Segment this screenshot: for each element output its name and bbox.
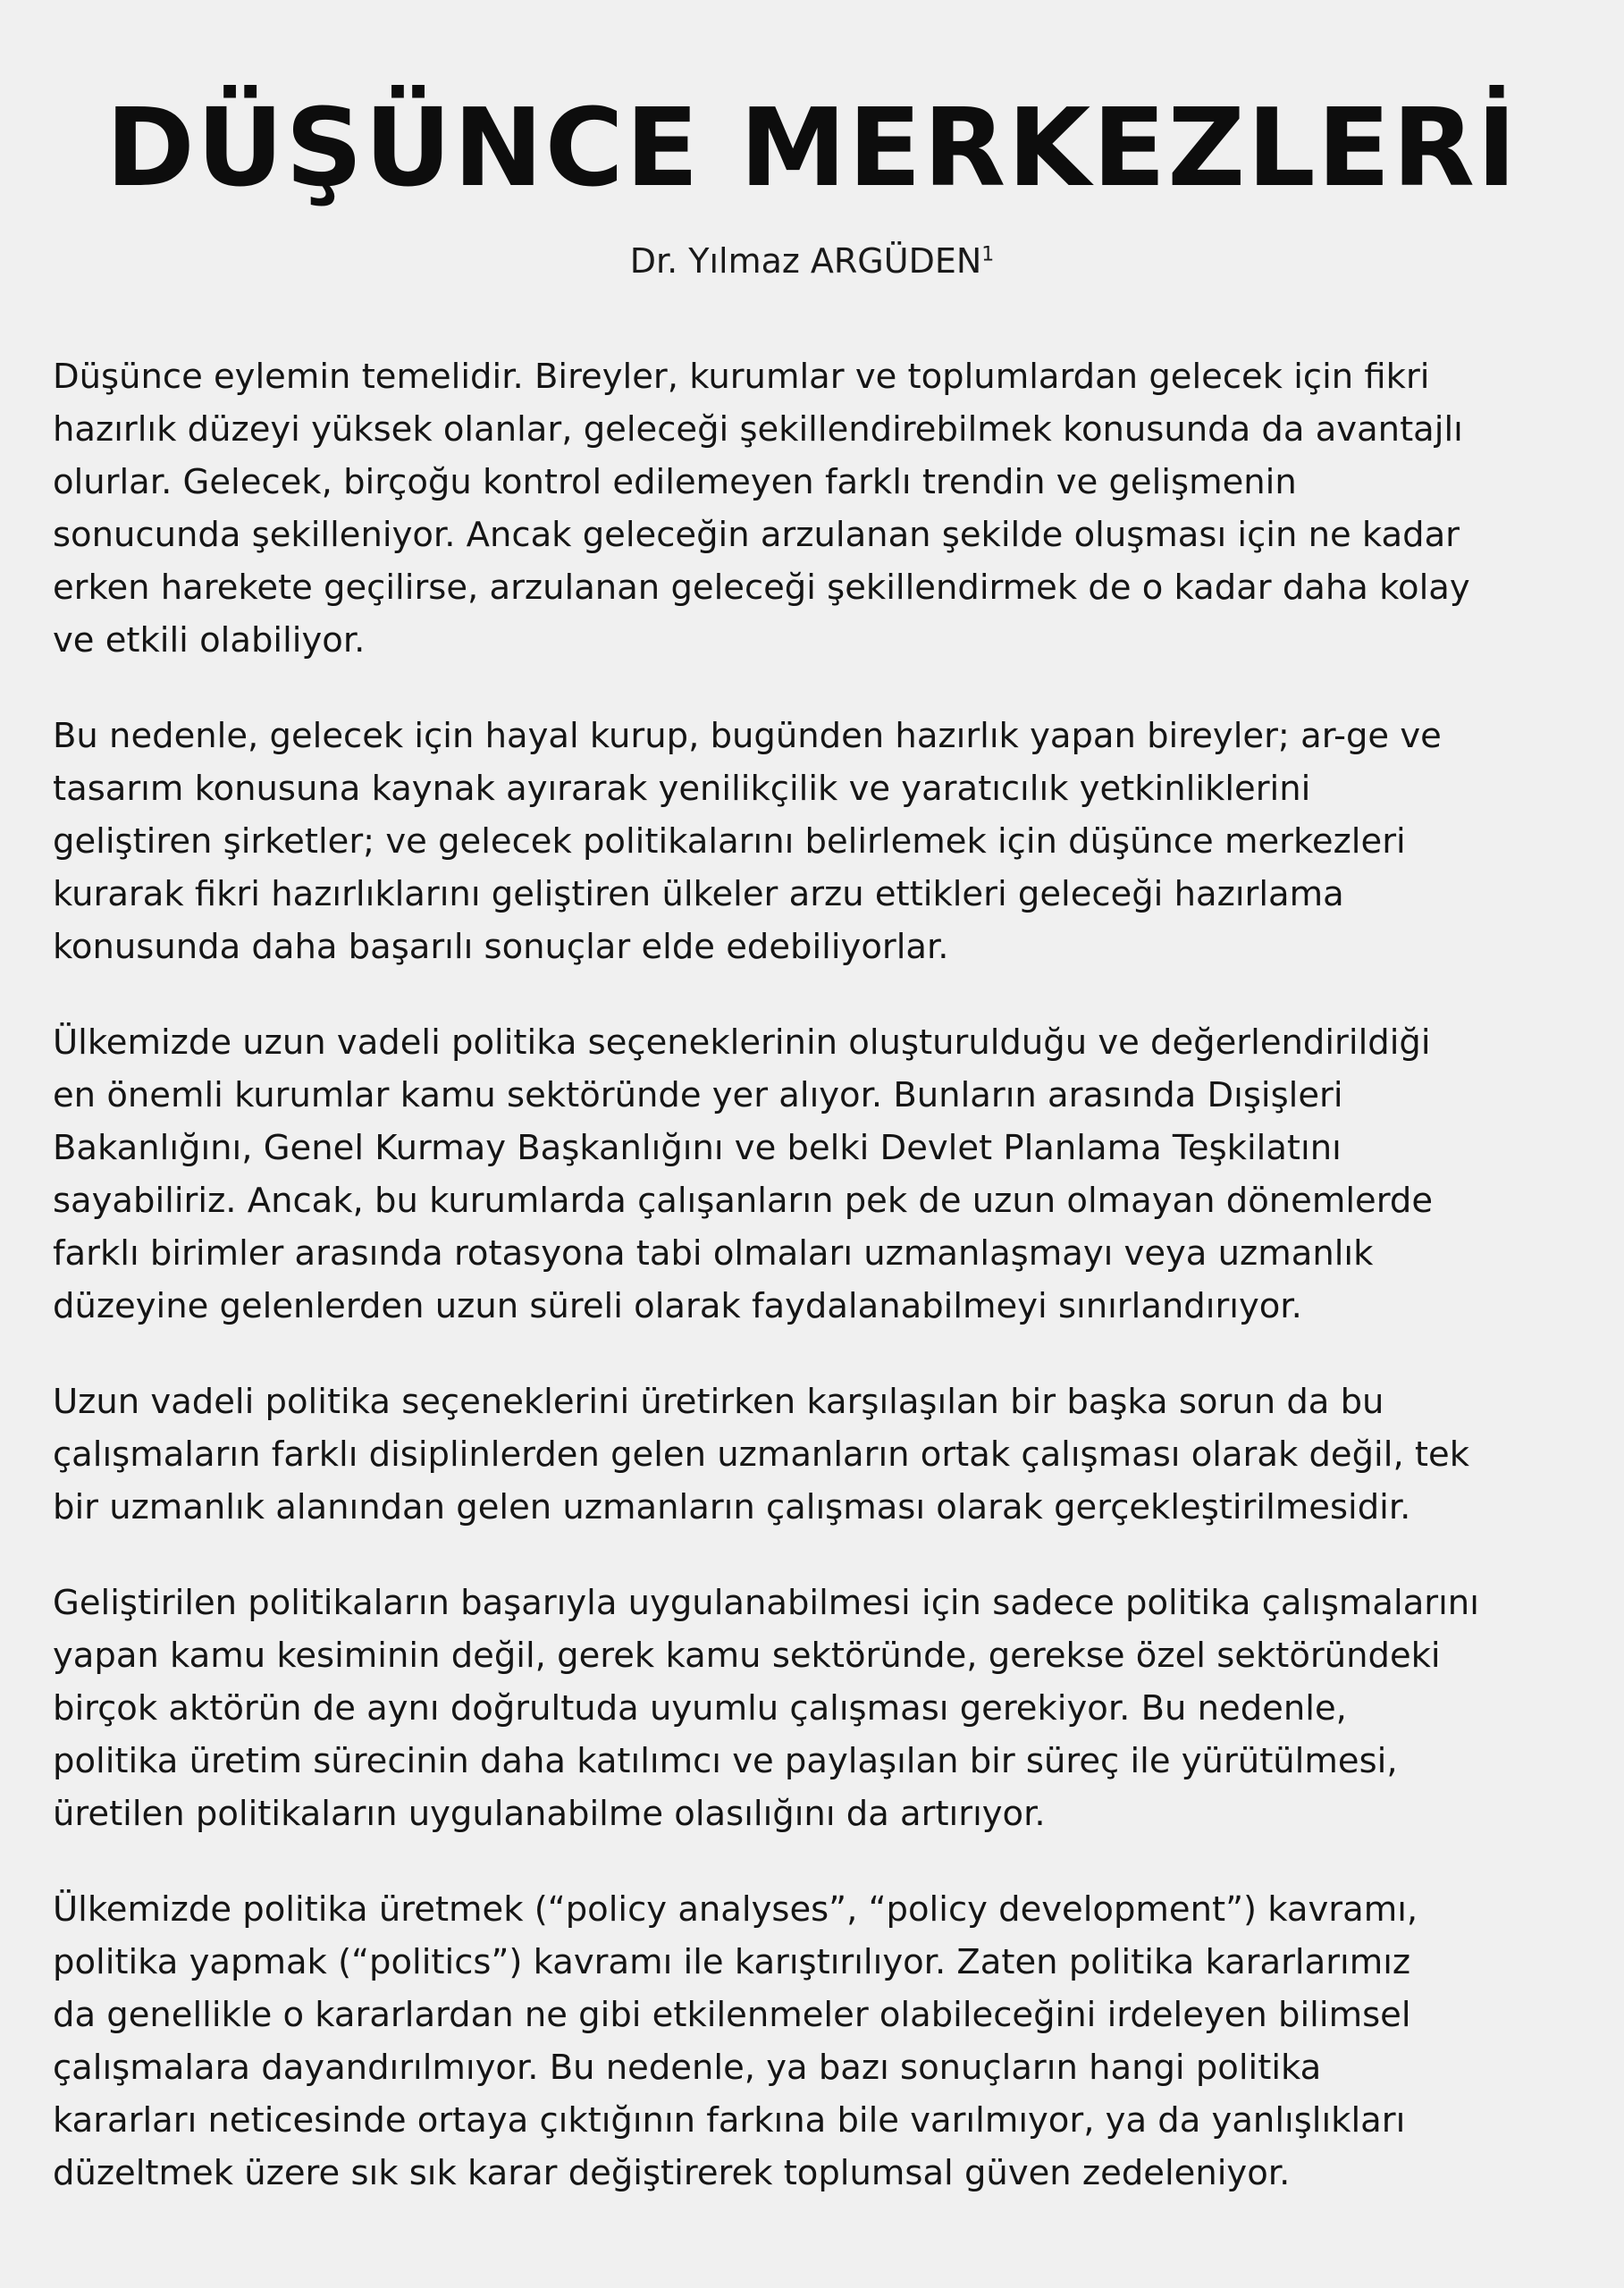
paragraph-line: tasarım konusuna kaynak ayırarak yenilikçilik ve yaratıcılık yetkinliklerini xyxy=(53,769,1311,809)
paragraph-line: Bakanlığını, Genel Kurmay Başkanlığını ve belki Devlet Planlama Teşkilatını xyxy=(53,1128,1342,1168)
paragraph-line: olurlar. Gelecek, birçoğu kontrol edilemeyen farklı trendin ve gelişmenin xyxy=(53,462,1297,502)
paragraph-line: da genellikle o kararlardan ne gibi etkilenmeler olabileceğini irdeleyen bilimsel xyxy=(53,1995,1411,2035)
paragraph-line: konusunda daha başarılı sonuçlar elde edebiliyorlar. xyxy=(53,927,949,967)
paragraph-line: düzeltmek üzere sık sık karar değiştirerek toplumsal güven zedeleniyor. xyxy=(53,2153,1291,2193)
paragraph-line: Bu nedenle, gelecek için hayal kurup, bugünden hazırlık yapan bireyler; ar-ge ve xyxy=(53,716,1442,756)
author-line xyxy=(0,234,1624,288)
paragraph-line: politika üretim sürecinin daha katılımcı ve paylaşılan bir süreç ile yürütülmesi, xyxy=(53,1741,1398,1781)
body-text xyxy=(53,350,1581,2242)
author-name: Dr. Yılmaz ARGÜDEN xyxy=(629,241,982,281)
paragraph-line: sonucunda şekilleniyor. Ancak geleceğin arzulanan şekilde oluşması için ne kadar xyxy=(53,515,1460,555)
body-paragraph xyxy=(53,1577,1581,1840)
document-title: DÜŞÜNCE MERKEZLERİ xyxy=(105,87,1519,211)
paragraph-line: kararları neticesinde ortaya çıktığının farkına bile varılmıyor, ya da yanlışlıkları xyxy=(53,2100,1406,2141)
paragraph-line: Uzun vadeli politika seçeneklerini üretirken karşılaşılan bir başka sorun da bu xyxy=(53,1382,1384,1422)
paragraph-line: çalışmaların farklı disiplinlerden gelen uzmanların ortak çalışması olarak değil, tek xyxy=(53,1434,1470,1475)
paragraph-line: yapan kamu kesiminin değil, gerek kamu sektöründe, gerekse özel sektöründeki xyxy=(53,1636,1441,1676)
paragraph-line: en önemli kurumlar kamu sektöründe yer alıyor. Bunların arasında Dışişleri xyxy=(53,1075,1343,1115)
author-footnote-mark: 1 xyxy=(981,243,995,266)
paragraph-line: politika yapmak (“politics”) kavramı ile karıştırılıyor. Zaten politika kararlarımız xyxy=(53,1942,1411,1982)
paragraph-line: birçok aktörün de aynı doğrultuda uyumlu çalışması gerekiyor. Bu nedenle, xyxy=(53,1688,1347,1729)
paragraph-line: Ülkemizde uzun vadeli politika seçeneklerinin oluşturulduğu ve değerlendirildiği xyxy=(53,1022,1431,1063)
paragraph-line: geliştiren şirketler; ve gelecek politikalarını belirlemek için düşünce merkezleri xyxy=(53,821,1406,862)
paragraph-line: Geliştirilen politikaların başarıyla uygulanabilmesi için sadece politika çalışmalarını xyxy=(53,1583,1479,1623)
paragraph-line: çalışmalara dayandırılmıyor. Bu nedenle, ya bazı sonuçların hangi politika xyxy=(53,2048,1322,2088)
paragraph-line: bir uzmanlık alanından gelen uzmanların çalışması olarak gerçekleştirilmesidir. xyxy=(53,1487,1411,1527)
paragraph-line: erken harekete geçilirse, arzulanan geleceği şekillendirmek de o kadar daha kolay xyxy=(53,568,1470,608)
paragraph-line: ve etkili olabiliyor. xyxy=(53,620,366,660)
body-paragraph xyxy=(53,1016,1581,1333)
body-paragraph xyxy=(53,1375,1581,1534)
paragraph-line: Ülkemizde politika üretmek (“policy analyses”, “policy development”) kavramı, xyxy=(53,1889,1418,1930)
paragraph-line: Düşünce eylemin temelidir. Bireyler, kurumlar ve toplumlardan gelecek için fikri xyxy=(53,357,1430,397)
body-paragraph xyxy=(53,350,1581,667)
paragraph-line: düzeyine gelenlerden uzun süreli olarak faydalanabilmeyi sınırlandırıyor. xyxy=(53,1286,1302,1326)
paragraph-line: üretilen politikaların uygulanabilme olasılığını da artırıyor. xyxy=(53,1794,1046,1834)
paragraph-line: sayabiliriz. Ancak, bu kurumlarda çalışanların pek de uzun olmayan dönemlerde xyxy=(53,1181,1434,1221)
paragraph-line: kurarak fikri hazırlıklarını geliştiren ülkeler arzu ettikleri geleceği hazırlama xyxy=(53,874,1344,914)
paragraph-line: farklı birimler arasında rotasyona tabi olmaları uzmanlaşmayı veya uzmanlık xyxy=(53,1233,1374,1274)
body-paragraph xyxy=(53,1883,1581,2200)
body-paragraph xyxy=(53,710,1581,973)
paragraph-line: hazırlık düzeyi yüksek olanlar, geleceği şekillendirebilmek konusunda da avantajlı xyxy=(53,409,1463,450)
